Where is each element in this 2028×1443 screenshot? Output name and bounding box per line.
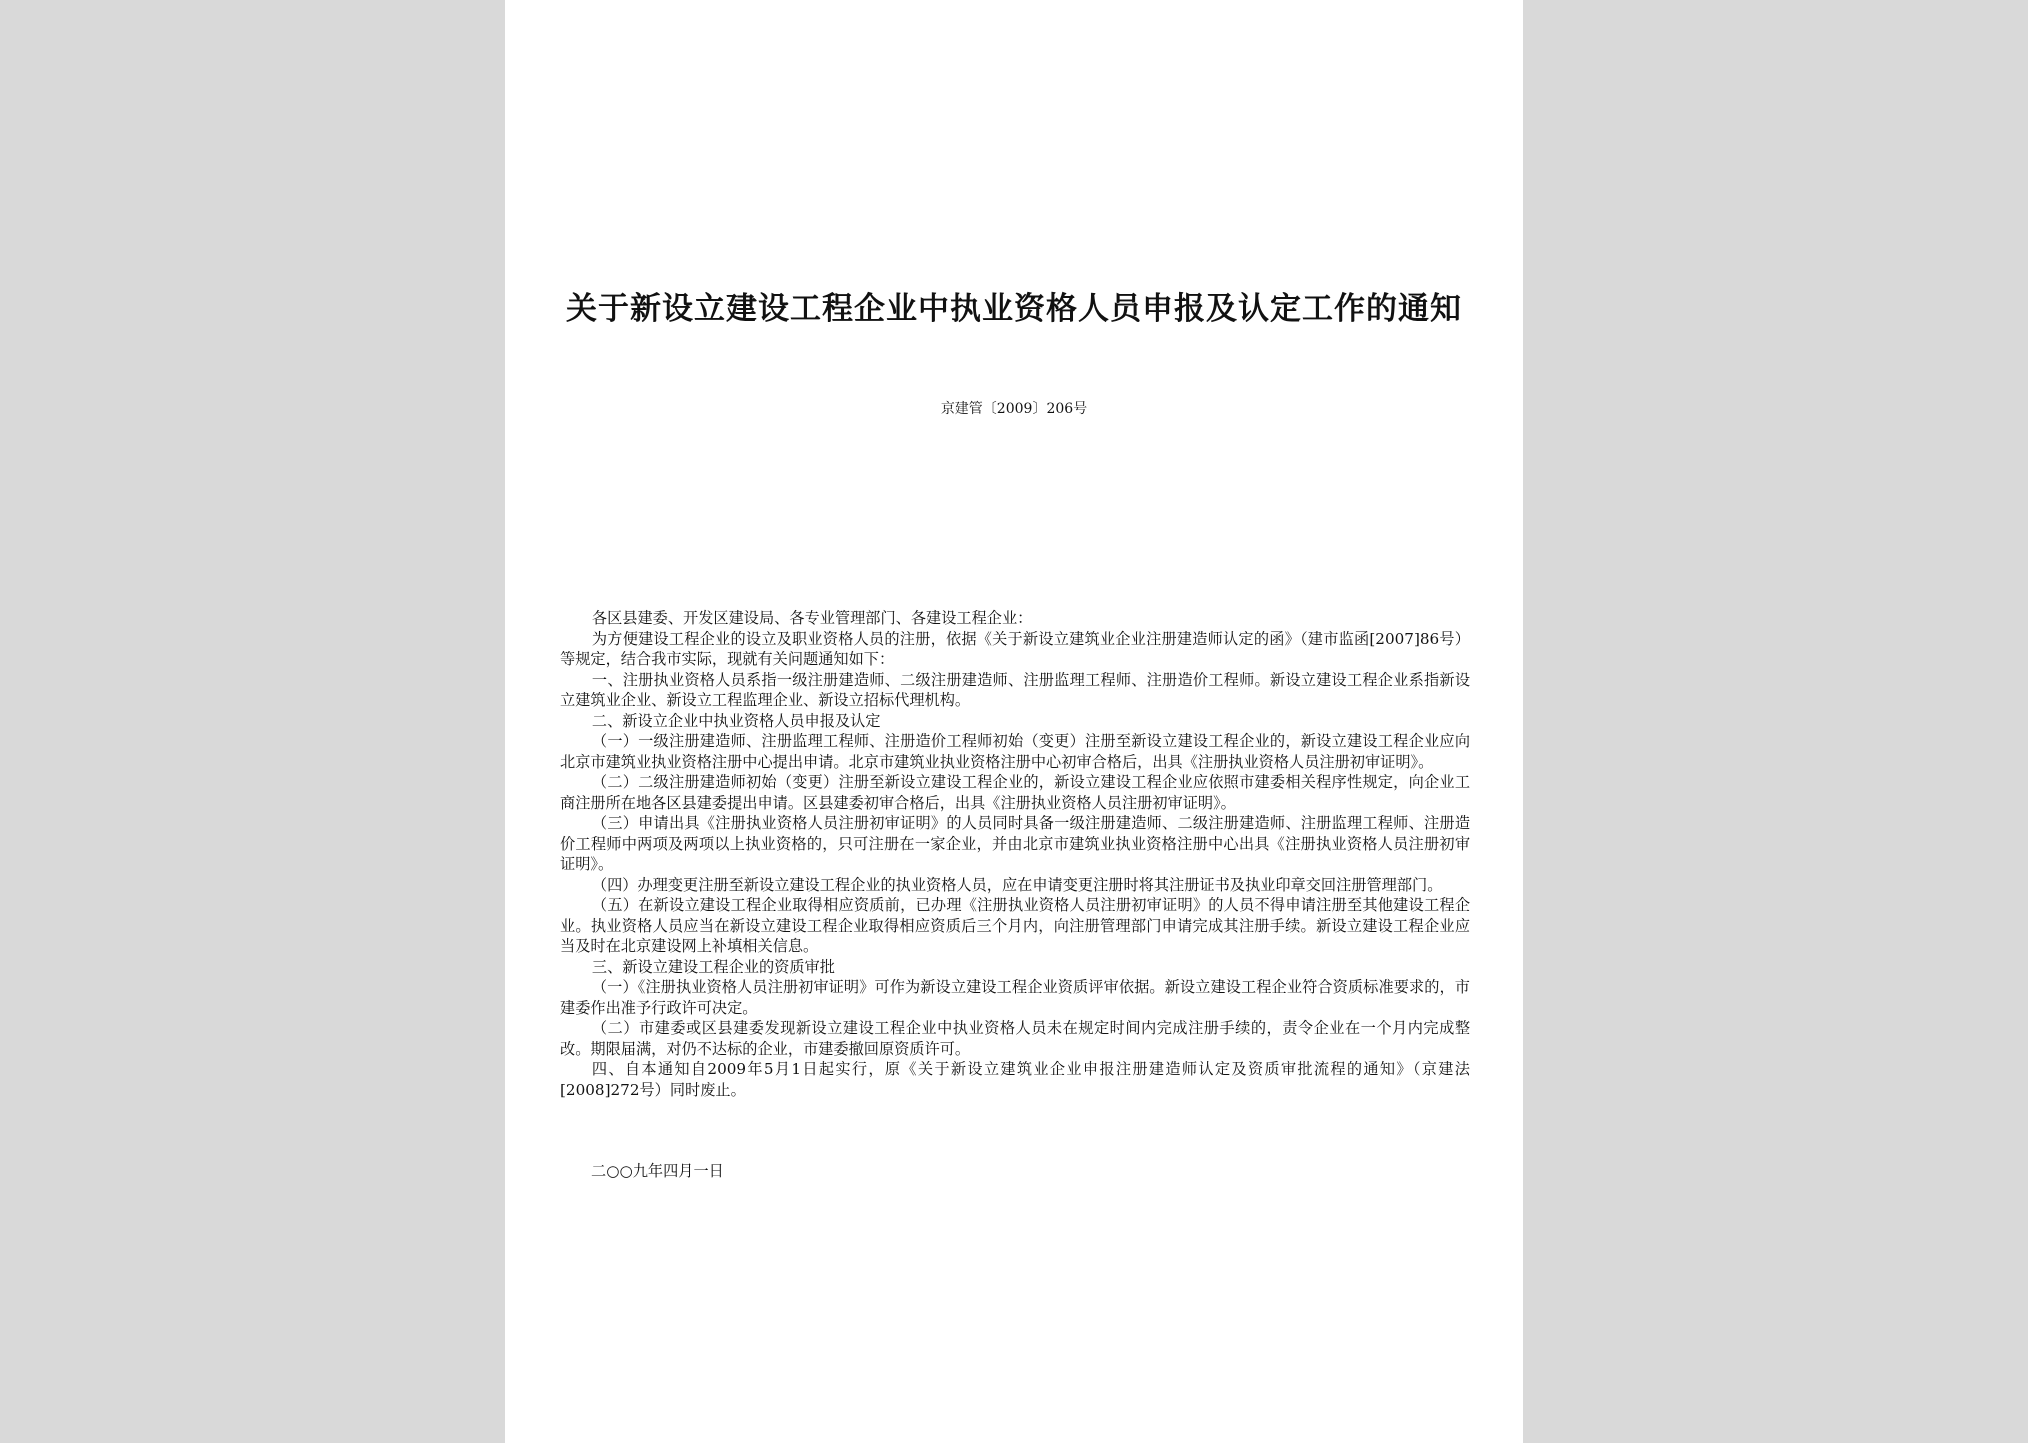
paragraph: （三）申请出具《注册执业资格人员注册初审证明》的人员同时具备一级注册建造师、二级注册建造师、注册监理工程师、注册造价工程师中两项及两项以上执业资格的，只可注册在一家企业，并由北京市建筑业执业资格注册中心出具《注册执业资格人员注册初审证明》。 <box>560 814 1470 873</box>
paragraph: （五）在新设立建设工程企业取得相应资质前，已办理《注册执业资格人员注册初审证明》的人员不得申请注册至其他建设工程企业。执业资格人员应当在新设立建设工程企业取得相应资质后三个月内，向注册管理部门申请完成其注册手续。新设立建设工程企业应当及时在北京建设网上补填相关信息。 <box>560 896 1470 955</box>
paragraph: （二）市建委或区县建委发现新设立建设工程企业中执业资格人员未在规定时间内完成注册手续的，责令企业在一个月内完成整改。期限届满，对仍不达标的企业，市建委撤回原资质许可。 <box>560 1019 1470 1058</box>
document-number: 京建管〔2009〕206号 <box>940 401 1088 417</box>
paragraph: （四）办理变更注册至新设立建设工程企业的执业资格人员，应在申请变更注册时将其注册证书及执业印章交回注册管理部门。 <box>591 875 1443 894</box>
paragraph: （一）一级注册建造师、注册监理工程师、注册造价工程师初始（变更）注册至新设立建设工程企业的，新设立建设工程企业应向北京市建筑业执业资格注册中心提出申请。北京市建筑业执业资格注册中心初审合格后，出具《注册执业资格人员注册初审证明》。 <box>560 732 1470 771</box>
paragraph: 一、注册执业资格人员系指一级注册建造师、二级注册建造师、注册监理工程师、注册造价工程师。新设立建设工程企业系指新设立建筑业企业、新设立工程监理企业、新设立招标代理机构。 <box>560 670 1470 709</box>
section-heading: 三、新设立建设工程企业的资质审批 <box>591 957 835 976</box>
paragraph: （一）《注册执业资格人员注册初审证明》可作为新设立建设工程企业资质评审依据。新设立建设工程企业符合资质标准要求的，市建委作出准予行政许可决定。 <box>560 978 1470 1017</box>
document-title: 关于新设立建设工程企业中执业资格人员申报及认定工作的通知 <box>566 291 1462 327</box>
document-date: 二○○九年四月一日 <box>591 1162 724 1180</box>
salutation: 各区县建委、开发区建设局、各专业管理部门、各建设工程企业： <box>591 609 1033 627</box>
section-heading: 二、新设立企业中执业资格人员申报及认定 <box>591 711 881 730</box>
paragraph: 四、自本通知自2009年5月1日起实行，原《关于新设立建筑业企业申报注册建造师认定及资质审批流程的通知》（京建法[2008]272号）同时废止。 <box>560 1060 1470 1099</box>
document-body <box>560 608 1470 1100</box>
paragraph: （二）二级注册建造师初始（变更）注册至新设立建设工程企业的，新设立建设工程企业应依照市建委相关程序性规定，向企业工商注册所在地各区县建委提出申请。区县建委初审合格后，出具《注册执业资格人员注册初审证明》。 <box>560 773 1470 812</box>
paragraph: 为方便建设工程企业的设立及职业资格人员的注册，依据《关于新设立建筑业企业注册建造师认定的函》（建市监函[2007]86号）等规定，结合我市实际，现就有关问题通知如下： <box>560 629 1470 668</box>
document-page <box>505 0 1523 1443</box>
